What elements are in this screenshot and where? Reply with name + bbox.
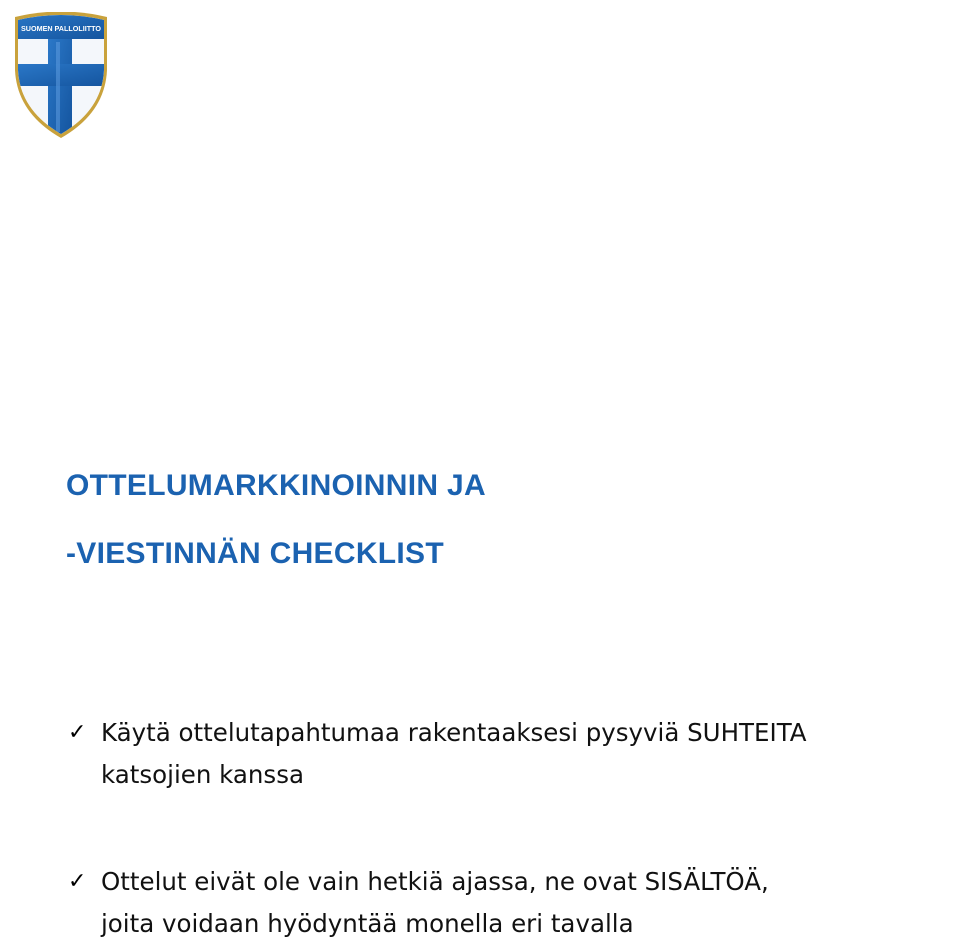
shield-emblem-icon bbox=[12, 12, 110, 138]
checklist-item-text: Käytä ottelutapahtumaa rakentaaksesi pysyviä SUHTEITA katsojien kanssa bbox=[101, 718, 807, 789]
checklist-item bbox=[68, 861, 960, 945]
page-title bbox=[66, 452, 486, 588]
suomen-palloliitto-logo bbox=[12, 12, 110, 138]
svg-text:SUOMEN PALLOLIITTO: SUOMEN PALLOLIITTO bbox=[21, 24, 101, 33]
checklist bbox=[68, 712, 960, 945]
checkmark-icon: ✓ bbox=[68, 869, 87, 894]
checklist-item bbox=[68, 712, 960, 796]
title-line-1: OTTELUMARKKINOINNIN JA bbox=[66, 469, 486, 502]
checklist-item-text: Ottelut eivät ole vain hetkiä ajassa, ne ovat SISÄLTÖÄ, joita voidaan hyödyntää monella eri tavalla bbox=[101, 867, 769, 938]
title-line-2: -VIESTINNÄN CHECKLIST bbox=[66, 537, 444, 570]
checkmark-icon: ✓ bbox=[68, 720, 87, 745]
